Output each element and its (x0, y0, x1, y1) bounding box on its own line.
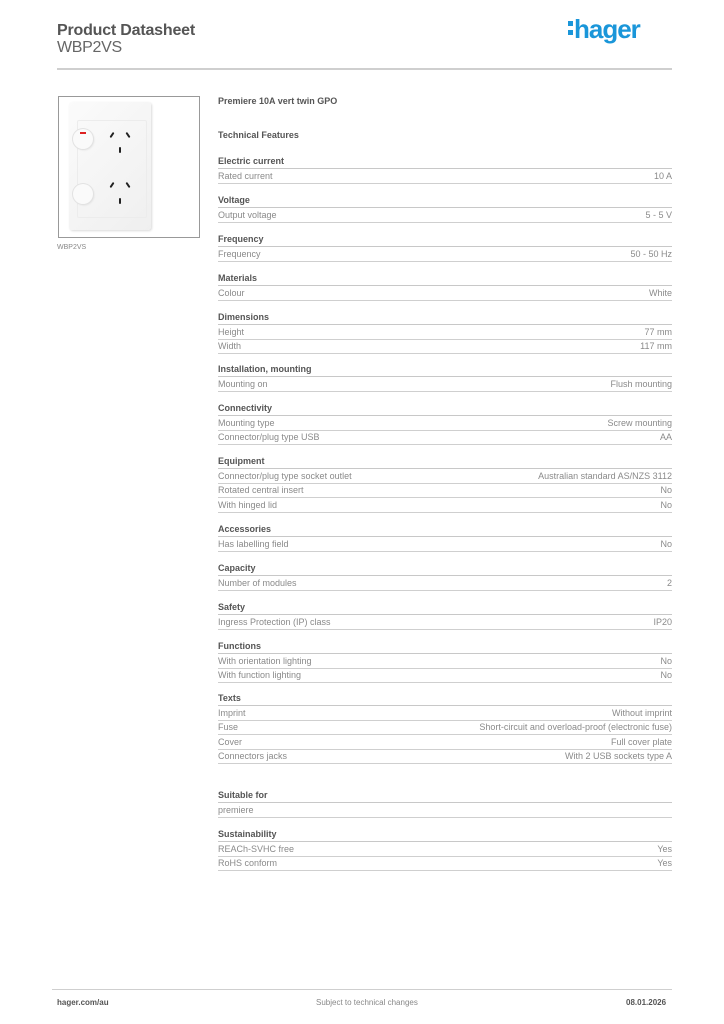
spec-value: No (660, 538, 672, 549)
spec-label: premiere (218, 804, 254, 815)
spec-group-title: Materials (218, 272, 672, 286)
spec-label: Has labelling field (218, 538, 289, 549)
switch-top-icon (73, 129, 93, 149)
spec-group (218, 363, 672, 392)
spec-label: Colour (218, 287, 245, 298)
spec-row (218, 576, 672, 591)
spec-value: 5 - 5 V (645, 209, 672, 220)
spec-value: Full cover plate (610, 736, 672, 747)
spec-group-title: Voltage (218, 194, 672, 208)
spec-group-title: Safety (218, 601, 672, 615)
spec-group (218, 155, 672, 184)
spec-group (218, 692, 672, 764)
spec-label: With function lighting (218, 670, 302, 680)
product-code: WBP2VS (57, 39, 122, 56)
spec-group-title: Suitable for (218, 789, 672, 803)
spec-label: Fuse (218, 722, 239, 732)
spec-row (218, 615, 672, 630)
spec-value: Without imprint (611, 707, 672, 718)
spec-value: 2 (666, 577, 672, 588)
spec-row (218, 169, 672, 184)
spec-value: IP20 (653, 616, 672, 627)
spec-value: Yes (657, 843, 672, 854)
spec-row (218, 857, 672, 872)
spec-group-title: Installation, mounting (218, 363, 672, 377)
spec-label: Rotated central insert (218, 485, 304, 495)
spec-group (218, 640, 672, 683)
spec-label: Cover (218, 736, 243, 747)
spec-row (218, 750, 672, 765)
spec-row (218, 803, 672, 818)
technical-features-title: Technical Features (218, 130, 299, 140)
spec-label: Height (218, 326, 245, 337)
spec-row (218, 654, 672, 669)
spec-value: Flush mounting (610, 378, 672, 389)
spec-label: Connectors jacks (218, 751, 288, 761)
spec-group (218, 455, 672, 513)
spec-group (218, 789, 672, 818)
spec-group-title: Capacity (218, 562, 672, 576)
spec-value: 50 - 50 Hz (630, 248, 672, 259)
product-name: Premiere 10A vert twin GPO (218, 96, 338, 106)
spec-row (218, 498, 672, 513)
spec-row (218, 706, 672, 721)
spec-label: Output voltage (218, 209, 277, 220)
spec-group (218, 828, 672, 871)
spec-value: Yes (657, 858, 672, 868)
spec-group-title: Functions (218, 640, 672, 654)
spec-label: With orientation lighting (218, 655, 312, 666)
spec-group-title: Electric current (218, 155, 672, 169)
spec-group-title: Equipment (218, 455, 672, 469)
spec-group (218, 601, 672, 630)
spec-row (218, 842, 672, 857)
header-divider (57, 68, 672, 70)
indicator-led-icon (80, 132, 86, 134)
spec-value: 77 mm (644, 326, 672, 337)
spec-row (218, 669, 672, 684)
spec-value: No (660, 670, 672, 680)
spec-value: AA (659, 432, 672, 442)
spec-row (218, 416, 672, 431)
image-caption: WBP2VS (57, 244, 87, 251)
spec-group-title: Texts (218, 692, 672, 706)
spec-label: Number of modules (218, 577, 297, 588)
spec-label: Rated current (218, 170, 273, 181)
footer-website-link[interactable]: hager.com/au (57, 998, 109, 1007)
hager-logo (568, 14, 640, 45)
spec-group (218, 562, 672, 591)
spec-value: 10 A (653, 170, 672, 181)
spec-value: Australian standard AS/NZS 3112 (538, 470, 672, 481)
spec-label: Width (218, 341, 242, 351)
spec-label: Ingress Protection (IP) class (218, 616, 331, 627)
spec-row (218, 484, 672, 499)
spec-value: No (660, 485, 672, 495)
spec-value: 117 mm (640, 341, 672, 351)
footer-divider (52, 989, 672, 990)
spec-group (218, 402, 672, 445)
spec-row (218, 735, 672, 750)
logo-text: hager (574, 14, 640, 44)
spec-row (218, 431, 672, 446)
spec-row (218, 721, 672, 736)
spec-value: No (660, 655, 672, 666)
spec-group-title: Connectivity (218, 402, 672, 416)
spec-row (218, 537, 672, 552)
spec-label: REACh-SVHC free (218, 843, 295, 854)
spec-value: White (648, 287, 672, 298)
spec-value: With 2 USB sockets type A (564, 751, 672, 761)
spec-label: Imprint (218, 707, 246, 718)
spec-group (218, 272, 672, 301)
spec-row (218, 340, 672, 355)
spec-value: Screw mounting (607, 417, 672, 428)
spec-label: Mounting on (218, 378, 268, 389)
spec-row (218, 208, 672, 223)
spec-group-title: Sustainability (218, 828, 672, 842)
footer-notice: Subject to technical changes (316, 998, 418, 1007)
spec-value: Short-circuit and overload-proof (electronic fuse) (479, 722, 672, 732)
product-image (58, 96, 200, 238)
spec-group-title: Frequency (218, 233, 672, 247)
spec-value: No (660, 499, 672, 510)
spec-group-title: Accessories (218, 523, 672, 537)
spec-group (218, 311, 672, 354)
spec-group (218, 523, 672, 552)
spec-label: Mounting type (218, 417, 275, 428)
spec-row (218, 247, 672, 262)
page-title: Product Datasheet (57, 22, 195, 39)
spec-group-title: Dimensions (218, 311, 672, 325)
spec-label: Connector/plug type USB (218, 432, 320, 442)
switch-bottom-icon (73, 184, 93, 204)
spec-label: Frequency (218, 248, 261, 259)
spec-label: RoHS conform (218, 858, 278, 868)
spec-group (218, 233, 672, 262)
spec-row (218, 286, 672, 301)
spec-row (218, 469, 672, 484)
footer-date: 08.01.2026 (626, 998, 667, 1007)
outlet-plate-icon (69, 102, 151, 230)
spec-group (218, 194, 672, 223)
spec-row (218, 377, 672, 392)
spec-row (218, 325, 672, 340)
spec-label: Connector/plug type socket outlet (218, 470, 352, 481)
spec-label: With hinged lid (218, 499, 278, 510)
